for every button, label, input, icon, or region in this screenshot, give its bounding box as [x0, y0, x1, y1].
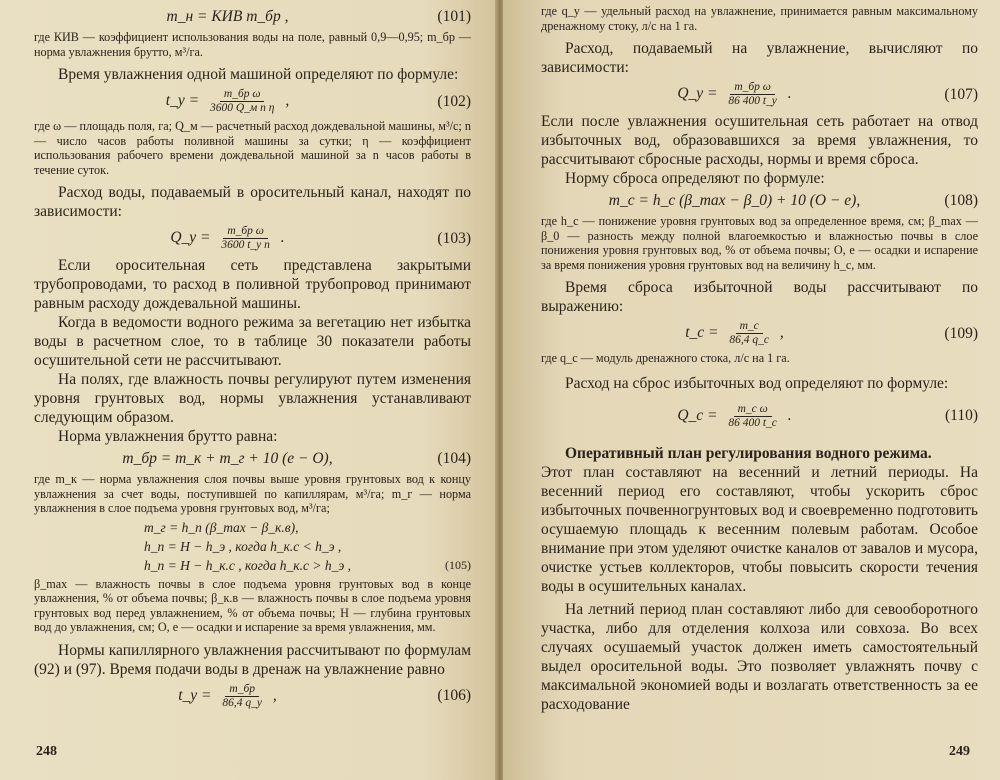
- formula-105-line3: h_п = H − h_к.с , когда h_к.с > h_э ,: [144, 557, 352, 573]
- formula-tail: ,: [779, 324, 784, 342]
- formula-108-expr: m_с = h_с (β_max − β_0) + 10 (O − e),: [608, 192, 861, 209]
- denominator: 86,4 q_у: [222, 696, 262, 709]
- paragraph: Нормы капиллярного увлажнения рассчитывают по формулам (92) и (97). Время подачи воды в дренаж на увлажнение равно: [34, 641, 471, 678]
- paragraph: Расход воды, подаваемый в оросительный канал, находят по зависимости:: [34, 184, 471, 220]
- formula-tail: ,: [285, 92, 290, 110]
- formula-110: [541, 403, 978, 430]
- paragraph: Когда в ведомости водного режима за вегетацию нет избытка воды в расчетном слое, то в таблице 30 показатели работы осушительной сети не рассчитывают.: [34, 314, 471, 369]
- paragraph: Норму сброса определяют по формуле:: [565, 170, 825, 187]
- formula-101: [34, 8, 471, 26]
- formula-102: [34, 88, 471, 115]
- left-page: [0, 0, 497, 780]
- formula-tail: .: [787, 406, 792, 424]
- formula-105-line2: h_п = H − h_э , когда h_к.с < h_э ,: [144, 538, 342, 554]
- right-page: [503, 0, 1000, 780]
- denominator: 3600 t_у n: [221, 239, 270, 251]
- formula-102-lhs: t_у =: [165, 92, 200, 110]
- formula-108: [541, 192, 978, 210]
- paragraph: Если оросительная сеть представлена закрытыми трубопроводами, то расход в поливной трубопровод принимают равным расходу дождевальной машины.: [34, 257, 471, 312]
- formula-tail: .: [280, 229, 285, 247]
- numerator: m_с: [736, 320, 763, 334]
- paragraph: где ω — площадь поля, га; Q_м — расчетный расход дождевальной машины, м³/с; n — число часов работы поливной машины за сутки; η — коэффициент использования рабочего времени дождевальной машиной за n часов работы в течение суток.: [34, 119, 471, 177]
- formula-103-lhs: Q_у =: [170, 229, 211, 247]
- paragraph: где m_к — норма увлажнения слоя почвы выше уровня грунтовых вод к концу увлажнения за счет воды, поступившей по капиллярам, м³/га; m_г — норма увлажнения в слое подъема уровня грунтовых вод, м³/га;: [34, 472, 471, 515]
- formula-107-number: (107): [944, 85, 978, 103]
- fraction: [724, 403, 781, 430]
- formula-109-lhs: t_с =: [685, 324, 719, 342]
- denominator: 86,4 q_с: [729, 334, 769, 346]
- paragraph: Если после увлажнения осушительная сеть работает на отвод избыточных вод, образовавшихся за время увлажнения, то рассчитывают сбросные расходы, нормы и время сброса.: [541, 113, 978, 168]
- formula-105-number: (105): [445, 557, 471, 572]
- formula-tail: .: [787, 85, 792, 103]
- paragraph: где КИВ — коэффициент использования воды на поле, равный 0,9—0,95; m_бр — норма увлажнения брутто, м³/га.: [34, 30, 471, 59]
- formula-105-line1: m_г = h_п (β_max − β_к.в),: [144, 519, 299, 535]
- fraction: [724, 81, 781, 108]
- paragraph: где q_у — удельный расход на увлажнение, принимается равным максимальному дренажному стоку, л/с на 1 га.: [541, 4, 978, 33]
- numerator: m_с ω: [734, 403, 772, 417]
- denominator: 86 400 t_с: [728, 416, 777, 429]
- formula-104-number: (104): [437, 450, 471, 467]
- formula-106-lhs: t_у =: [178, 686, 212, 704]
- page-number: 249: [949, 744, 970, 759]
- formula-107: [541, 81, 978, 108]
- page-number: 248: [36, 744, 57, 759]
- formula-109-number: (109): [944, 324, 978, 342]
- formula-110-lhs: Q_с =: [677, 406, 718, 424]
- formula-107-lhs: Q_у =: [677, 85, 718, 103]
- denominator: 86 400 t_у: [728, 95, 777, 107]
- numerator: m_бр ω: [220, 88, 265, 102]
- paragraph: где h_с — понижение уровня грунтовых вод за определенное время, см; β_max — β_0 — разность между полной влагоемкостью и влажностью почвы в слое понижения уровня грунтовых вод, % от объема почвы; O, e — осадки и испарение за время понижения уровня грунтовых вод на величину h_с, мм.: [541, 214, 978, 272]
- numerator: m_бр ω: [730, 81, 775, 95]
- paragraph: Время сброса избыточной воды рассчитывают по выражению:: [541, 279, 978, 315]
- paragraph: На полях, где влажность почвы регулируют путем изменения уровня грунтовых вод, нормы увлажнения устанавливают следующим образом.: [34, 371, 471, 426]
- denominator: 3600 Q_м n η: [209, 102, 275, 114]
- formula-105: [144, 518, 471, 575]
- paragraph: Время увлажнения одной машиной определяют по формуле:: [58, 66, 459, 83]
- formula-104: [34, 450, 471, 468]
- formula-tail: ,: [272, 686, 277, 704]
- paragraph: Расход на сброс избыточных вод определяют по формуле:: [565, 374, 949, 392]
- formula-106-number: (106): [437, 687, 471, 704]
- paragraph: где q_с — модуль дренажного стока, л/с на 1 га.: [541, 351, 790, 365]
- fraction: [725, 320, 773, 347]
- formula-101-number: (101): [437, 8, 471, 25]
- numerator: m_бр ω: [223, 225, 268, 239]
- paragraph: Норма увлажнения брутто равна:: [58, 428, 278, 445]
- numerator: m_бр: [225, 683, 259, 697]
- formula-104-expr: m_бр = m_к + m_г + 10 (e − O),: [122, 450, 333, 467]
- formula-103-number: (103): [437, 229, 471, 247]
- fraction: [206, 88, 278, 115]
- fraction: [218, 683, 266, 710]
- section-heading: Оперативный план регулирования водного режима.: [565, 444, 932, 462]
- formula-106: [34, 683, 471, 710]
- formula-103: [34, 225, 471, 252]
- formula-101-expr: m_н = КИВ m_бр ,: [166, 8, 289, 25]
- formula-110-number: (110): [945, 407, 978, 424]
- formula-108-number: (108): [944, 192, 978, 209]
- paragraph: β_max — влажность почвы в слое подъема уровня грунтовых вод в конце увлажнения, % от объема почвы; β_к.в — влажность почвы в слое подъема уровня грунтовых вод перед увлажнением, % от объема почвы; H — глубина грунтовых вод до увлажнения, см; O, e — осадки и испарение за время увлажнения, мм.: [34, 576, 471, 634]
- formula-109: [541, 320, 978, 347]
- paragraph: Этот план составляют на весенний и летний периоды. На весенний период его составляют, чтобы ускорить сброс избыточных почвенногрунтовых вод и своевременно подготовить осушаемую площадь к весенним полевым работам. Особое внимание при этом уделяют очистке каналов от завалов и мусора, очистке устьев коллекторов, чтобы повысить скорости течения воды в осушительных каналах.: [541, 463, 978, 595]
- paragraph: Расход, подаваемый на увлажнение, вычисляют по зависимости:: [541, 40, 978, 76]
- formula-102-number: (102): [437, 92, 471, 110]
- paragraph: На летний период план составляют либо для севооборотного участка, либо для отделения колхоза или совхоза. Во всех случаях осушаемый участок должен иметь самостоятельный выдел оросительной воды. Это позволяет увлажнять почву с максимальной экономией воды и возлагать ответственность за ее расходование: [541, 600, 978, 713]
- fraction: [217, 225, 274, 252]
